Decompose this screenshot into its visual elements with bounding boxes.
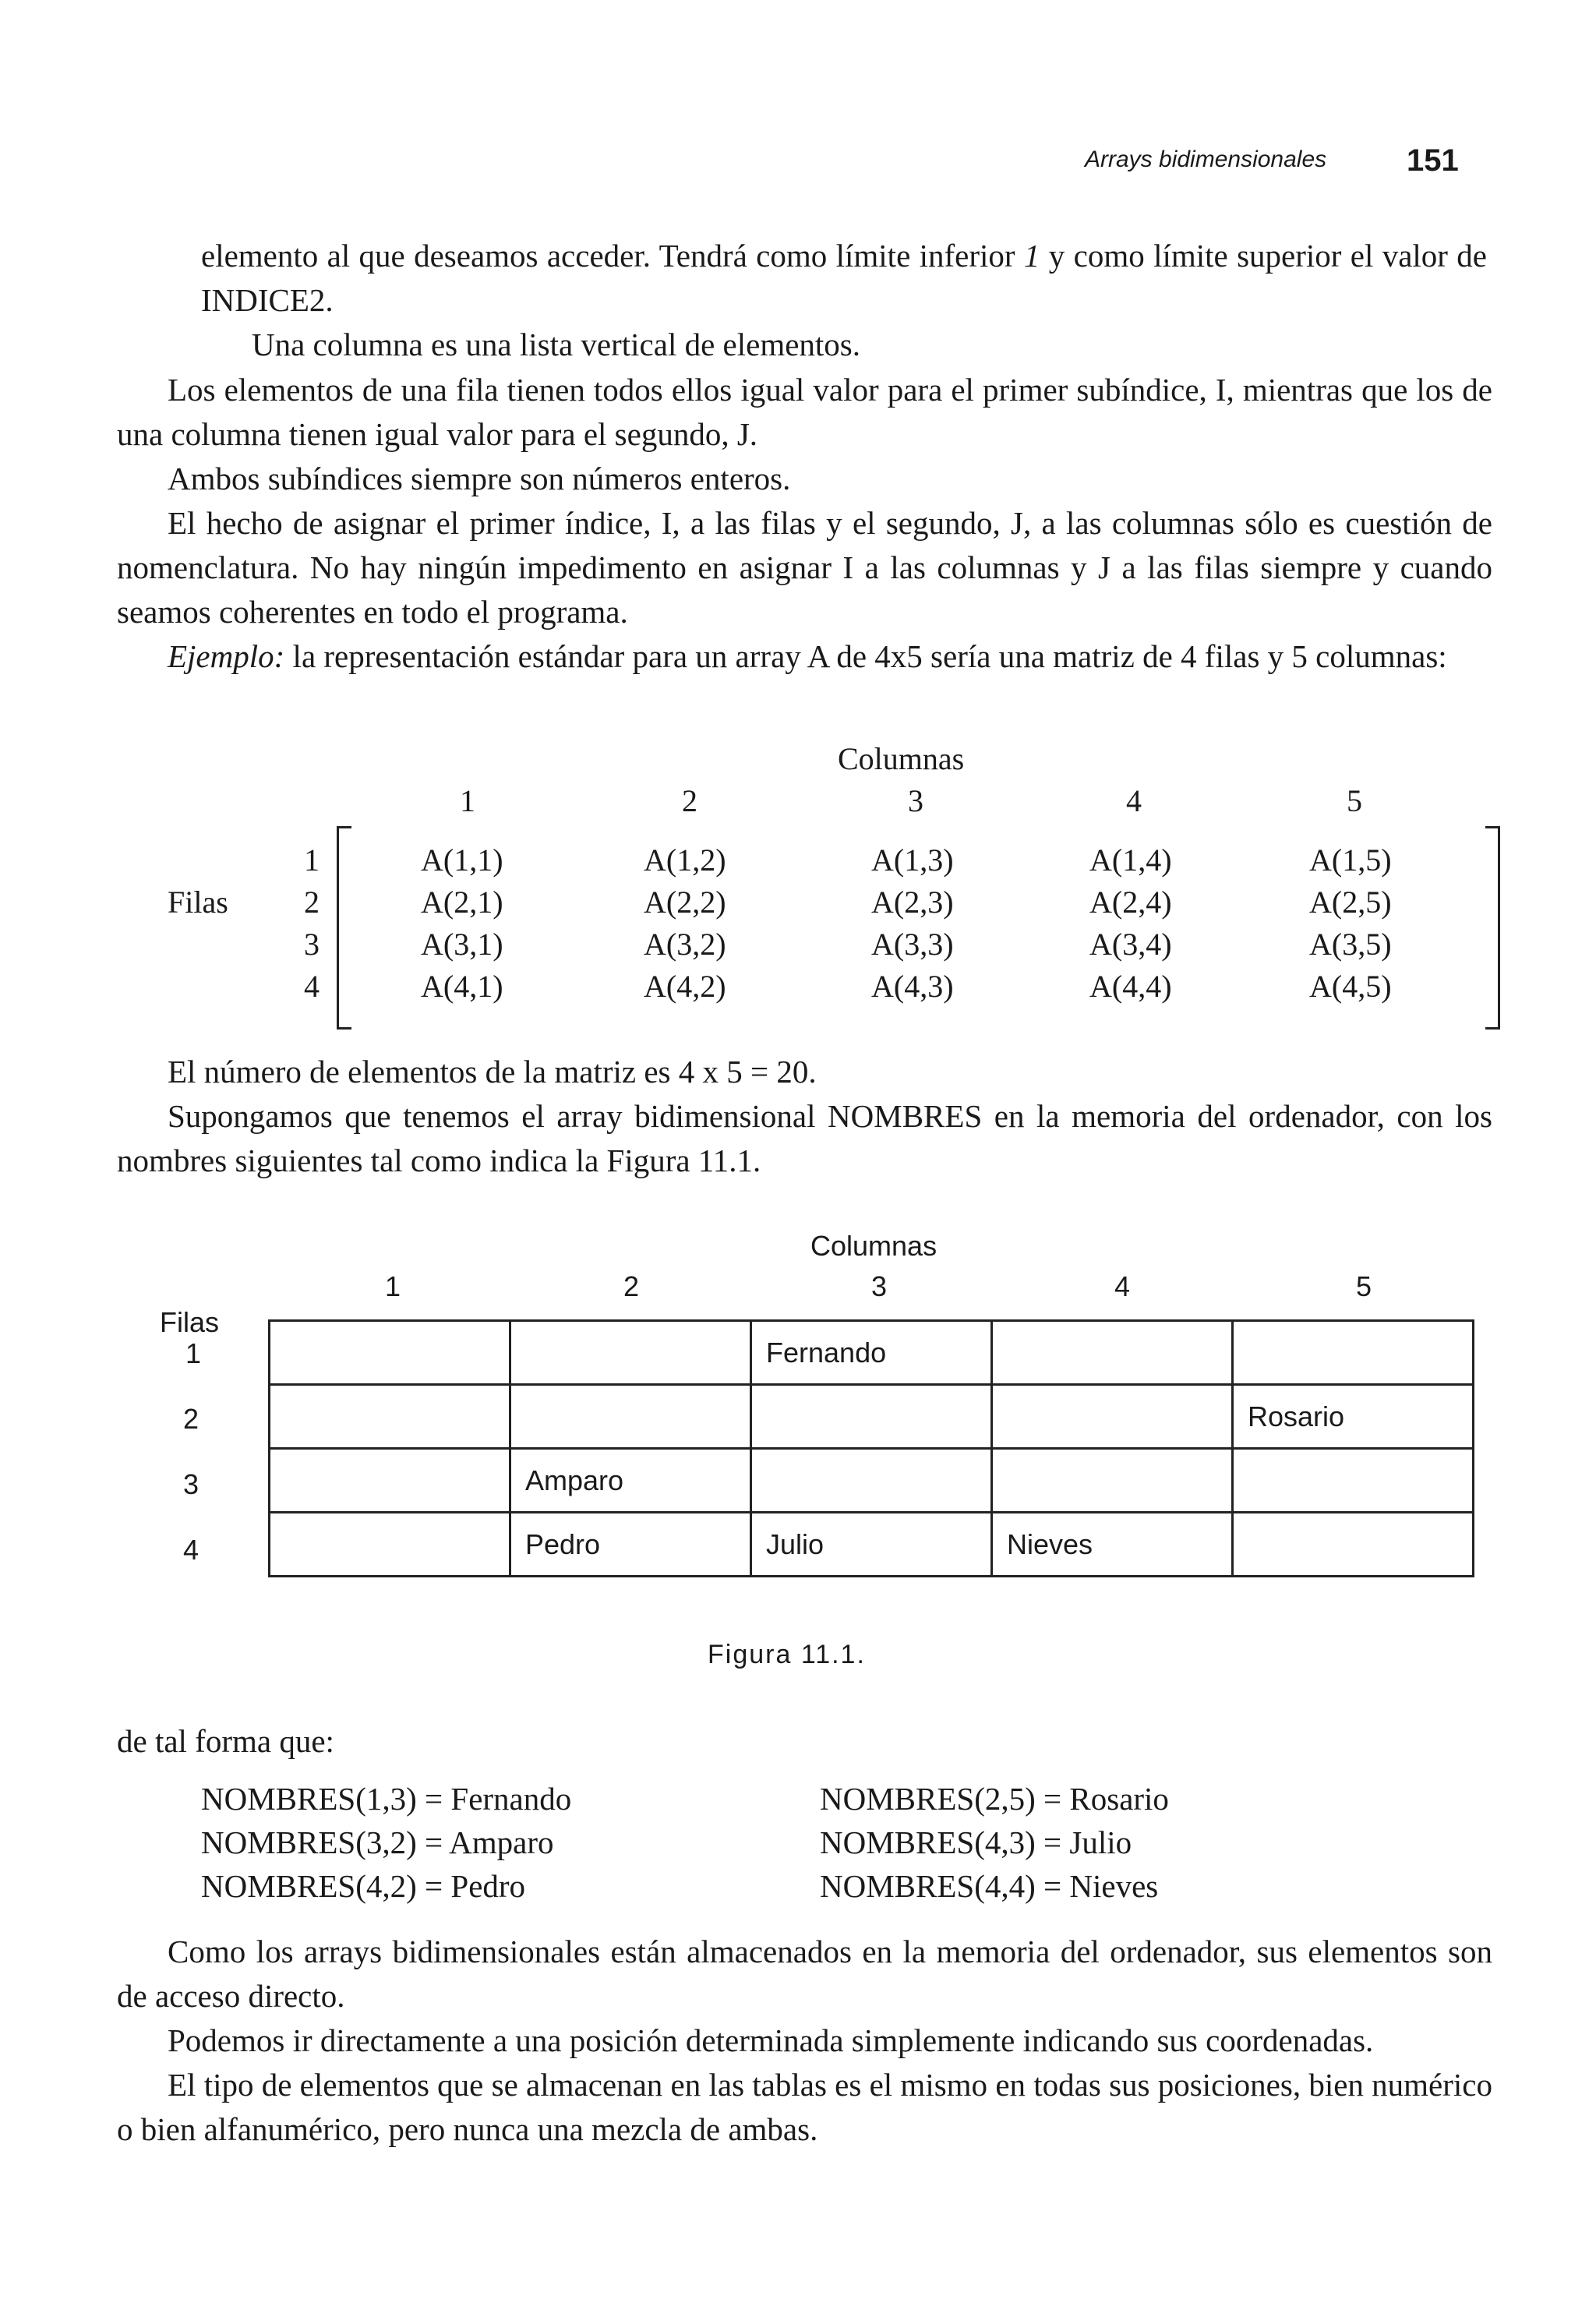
equation-right: NOMBRES(2,5) = Rosario bbox=[820, 1781, 1169, 1817]
table-cell bbox=[992, 1321, 1233, 1385]
table-cell bbox=[1233, 1513, 1474, 1577]
matrix-row-number: 1 bbox=[304, 842, 320, 878]
figure-col-number: 3 bbox=[871, 1270, 888, 1302]
paragraph-nombres-array: Supongamos que tenemos el array bidimensional NOMBRES en la memoria del ordenador, con los nombres siguientes tal como indica la Figura 11.1. bbox=[117, 1098, 1492, 1178]
matrix-row-number: 4 bbox=[304, 969, 320, 1004]
closing-paragraphs bbox=[117, 1930, 1492, 2152]
matrix-cell: A(2,5) bbox=[1309, 885, 1392, 920]
figure-rows-label: Filas bbox=[160, 1306, 220, 1338]
matrix-col-number: 2 bbox=[682, 783, 697, 818]
table-cell bbox=[510, 1385, 751, 1449]
matrix-cell: A(4,1) bbox=[421, 969, 503, 1004]
table-cell bbox=[270, 1385, 510, 1449]
table-cell: Julio bbox=[751, 1513, 992, 1577]
matrix-cell: A(3,5) bbox=[1309, 927, 1392, 962]
matrix-columns-label: Columnas bbox=[838, 741, 965, 776]
matrix-cell: A(4,3) bbox=[871, 969, 954, 1004]
table-row bbox=[270, 1385, 1474, 1449]
figure-col-number: 4 bbox=[1114, 1270, 1131, 1302]
figure-col-number: 2 bbox=[623, 1270, 640, 1302]
paragraph-fila-columna: Los elementos de una fila tienen todos ellos igual valor para el primer subíndice, I, mientras que los de una columna tienen igual valor para el segundo, J. bbox=[117, 372, 1492, 452]
table-cell bbox=[992, 1449, 1233, 1513]
intro-line-1: elemento al que deseamos acceder. Tendrá como límite inferior 1 y como límite superior el valor de INDICE2. bbox=[201, 238, 1488, 318]
matrix-col-number: 5 bbox=[1347, 783, 1362, 818]
equation-right: NOMBRES(4,3) = Julio bbox=[820, 1824, 1132, 1860]
matrix-right-bracket bbox=[1485, 826, 1500, 1030]
matrix-cell: A(4,2) bbox=[644, 969, 726, 1004]
paragraph-nomenclatura: El hecho de asignar el primer índice, I, a las filas y el segundo, J, a las columnas sólo es cuestión de nomenclatura. No hay ningún impedimento en asignar I a las columnas y J a las filas siempre y cuando seamos coherentes en todo el programa. bbox=[117, 505, 1492, 630]
equations-intro: de tal forma que: bbox=[117, 1723, 334, 1759]
table-cell: Pedro bbox=[510, 1513, 751, 1577]
matrix-cell: A(3,1) bbox=[421, 927, 503, 962]
nombres-table bbox=[268, 1319, 1474, 1577]
body-paragraphs bbox=[117, 368, 1492, 679]
matrix-cell: A(3,2) bbox=[644, 927, 726, 962]
figure-row-number: 3 bbox=[183, 1468, 200, 1500]
table-cell bbox=[270, 1513, 510, 1577]
matrix-cell: A(2,2) bbox=[644, 885, 726, 920]
matrix-cell: A(1,5) bbox=[1309, 842, 1392, 878]
matrix-cell: A(2,3) bbox=[871, 885, 954, 920]
table-cell: Nieves bbox=[992, 1513, 1233, 1577]
paragraph-coordenadas: Podemos ir directamente a una posición determinada simplemente indicando sus coordenadas. bbox=[168, 2022, 1374, 2058]
matrix-row-number: 2 bbox=[304, 885, 320, 920]
table-cell bbox=[1233, 1321, 1474, 1385]
equation-left: NOMBRES(4,2) = Pedro bbox=[201, 1868, 526, 1904]
matrix-cell: A(3,3) bbox=[871, 927, 954, 962]
equation-left: NOMBRES(1,3) = Fernando bbox=[201, 1781, 572, 1817]
matrix-col-number: 1 bbox=[460, 783, 475, 818]
figure-col-number: 5 bbox=[1356, 1270, 1372, 1302]
matrix-cell: A(1,2) bbox=[644, 842, 726, 878]
paragraph-enteros: Ambos subíndices siempre son números enteros. bbox=[168, 461, 791, 496]
matrix-cell: A(4,4) bbox=[1089, 969, 1172, 1004]
matrix-cell: A(4,5) bbox=[1309, 969, 1392, 1004]
table-row bbox=[270, 1513, 1474, 1577]
matrix-col-number: 3 bbox=[908, 783, 923, 818]
figure-row-number: 2 bbox=[183, 1403, 200, 1435]
matrix-cell: A(2,4) bbox=[1089, 885, 1172, 920]
matrix-col-number: 4 bbox=[1126, 783, 1142, 818]
intro-block bbox=[201, 234, 1487, 367]
table-cell bbox=[992, 1385, 1233, 1449]
table-cell: Amparo bbox=[510, 1449, 751, 1513]
paragraph-tipo-elementos: El tipo de elementos que se almacenan en las tablas es el mismo en todas sus posiciones, bien numérico o bien alfanumérico, pero nunca una mezcla de ambas. bbox=[117, 2067, 1492, 2147]
table-cell: Rosario bbox=[1233, 1385, 1474, 1449]
matrix-cell: A(1,4) bbox=[1089, 842, 1172, 878]
table-cell bbox=[1233, 1449, 1474, 1513]
page-number: 151 bbox=[1407, 143, 1459, 178]
paragraph-numero-elementos: El número de elementos de la matriz es 4 x 5 = 20. bbox=[168, 1054, 817, 1090]
after-matrix-paragraphs bbox=[117, 1050, 1492, 1183]
figure-caption: Figura 11.1. bbox=[708, 1640, 866, 1669]
matrix-cell: A(2,1) bbox=[421, 885, 503, 920]
table-cell bbox=[270, 1321, 510, 1385]
table-cell bbox=[751, 1385, 992, 1449]
matrix-cell: A(1,1) bbox=[421, 842, 503, 878]
equation-right: NOMBRES(4,4) = Nieves bbox=[820, 1868, 1159, 1904]
matrix-cell: A(1,3) bbox=[871, 842, 954, 878]
figure-col-number: 1 bbox=[385, 1270, 401, 1302]
figure-row-number: 1 bbox=[185, 1337, 202, 1369]
figure-columns-label: Columnas bbox=[810, 1230, 937, 1262]
table-cell: Fernando bbox=[751, 1321, 992, 1385]
table-row bbox=[270, 1449, 1474, 1513]
matrix-left-bracket bbox=[337, 826, 351, 1030]
table-cell bbox=[510, 1321, 751, 1385]
paragraph-acceso-directo: Como los arrays bidimensionales están almacenados en la memoria del ordenador, sus elementos son de acceso directo. bbox=[117, 1934, 1492, 2014]
paragraph-ejemplo: Ejemplo: la representación estándar para un array A de 4x5 sería una matriz de 4 filas y 5 columnas: bbox=[168, 638, 1447, 674]
matrix-rows-label: Filas bbox=[168, 885, 228, 920]
table-cell bbox=[270, 1449, 510, 1513]
intro-line-2: Una columna es una lista vertical de elementos. bbox=[252, 327, 861, 362]
matrix-cell: A(3,4) bbox=[1089, 927, 1172, 962]
figure-row-number: 4 bbox=[183, 1534, 200, 1566]
running-header-title: Arrays bidimensionales bbox=[1085, 147, 1327, 172]
equation-left: NOMBRES(3,2) = Amparo bbox=[201, 1824, 554, 1860]
matrix-row-number: 3 bbox=[304, 927, 320, 962]
table-cell bbox=[751, 1449, 992, 1513]
table-row bbox=[270, 1321, 1474, 1385]
